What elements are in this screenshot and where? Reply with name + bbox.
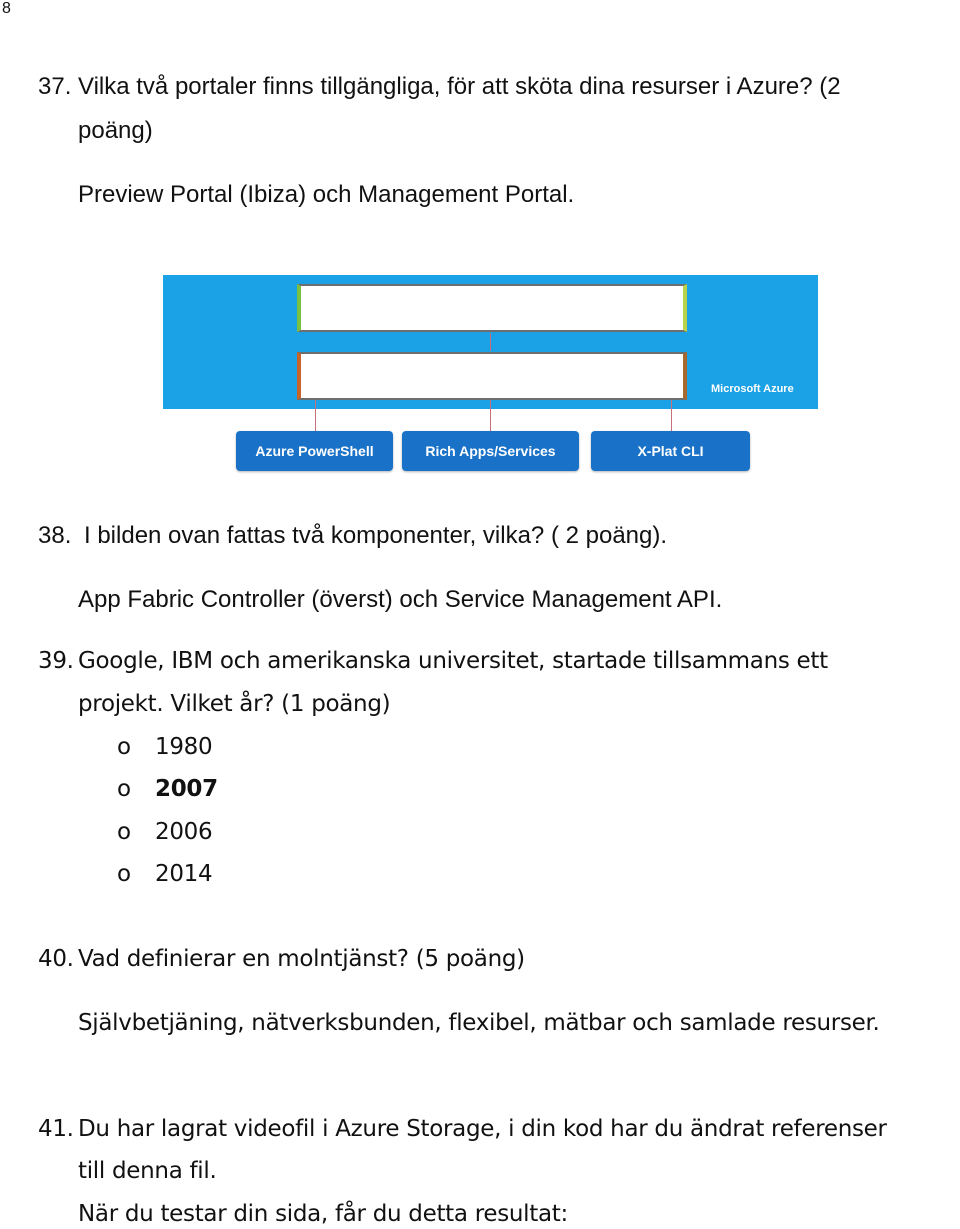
- q39-option-1980: 1980: [155, 734, 213, 760]
- q38-answer: App Fabric Controller (överst) och Service Management API.: [78, 586, 723, 613]
- q39-option-bullet: o: [117, 819, 131, 845]
- diagram-connector-middle: [490, 400, 491, 431]
- diagram-connector-right: [671, 400, 672, 431]
- q41-number: 41.: [38, 1116, 74, 1142]
- q37-answer: Preview Portal (Ibiza) och Management Portal.: [78, 181, 575, 208]
- q41-question-line2: till denna fil.: [78, 1158, 217, 1184]
- q39-option-2014: 2014: [155, 861, 213, 887]
- q41-question-line1: Du har lagrat videofil i Azure Storage, i din kod har du ändrat referenser: [78, 1116, 887, 1142]
- diagram-empty-box-bottom: [297, 352, 687, 400]
- page-number: 8: [2, 0, 11, 17]
- q37-question-line2: poäng): [78, 117, 153, 144]
- x-plat-cli-box: X-Plat CLI: [591, 431, 750, 471]
- q37-question-line1: Vilka två portaler finns tillgängliga, för att sköta dina resurser i Azure? (2: [78, 73, 841, 100]
- rich-apps-services-box: Rich Apps/Services: [402, 431, 579, 471]
- q39-option-2006: 2006: [155, 819, 213, 845]
- q39-number: 39.: [38, 648, 74, 674]
- diagram-connector-top: [490, 333, 491, 351]
- q38-number: 38.: [38, 522, 72, 549]
- diagram-empty-box-top: [297, 284, 687, 332]
- q40-answer: Självbetjäning, nätverksbunden, flexibel, mätbar och samlade resurser.: [78, 1010, 880, 1036]
- q39-option-bullet: o: [117, 776, 131, 802]
- azure-diagram: [163, 275, 818, 475]
- diagram-connector-left: [315, 400, 316, 431]
- microsoft-azure-label: Microsoft Azure: [711, 383, 794, 395]
- q40-number: 40.: [38, 946, 74, 972]
- q39-question-line1: Google, IBM och amerikanska universitet, startade tillsammans ett: [78, 648, 828, 674]
- q39-option-bullet: o: [117, 861, 131, 887]
- q40-question: Vad definierar en molntjänst? (5 poäng): [78, 946, 525, 972]
- q39-question-line2: projekt. Vilket år? (1 poäng): [78, 691, 391, 717]
- azure-powershell-box: Azure PowerShell: [236, 431, 393, 471]
- q37-number: 37.: [38, 73, 72, 100]
- q39-option-bullet: o: [117, 734, 131, 760]
- q41-question-line3: När du testar din sida, får du detta resultat:: [78, 1201, 568, 1227]
- q39-option-2007-correct: 2007: [155, 776, 218, 802]
- q38-question: I bilden ovan fattas två komponenter, vilka? ( 2 poäng).: [84, 522, 668, 549]
